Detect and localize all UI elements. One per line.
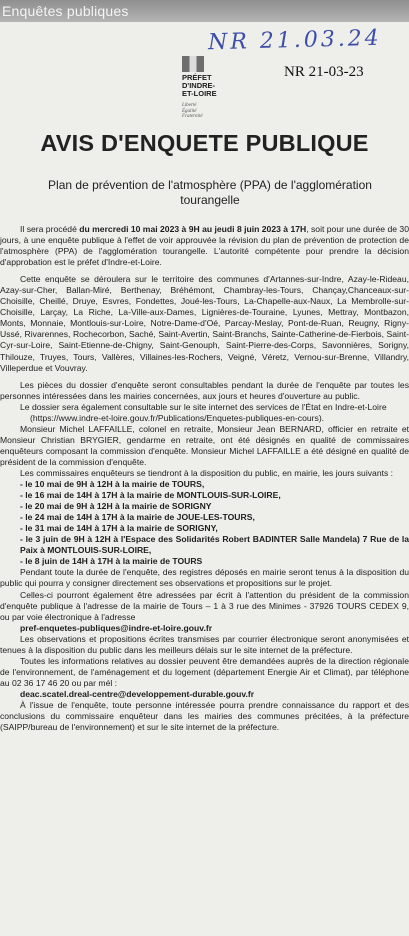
- handwritten-reference: NR 21.03.24: [207, 25, 383, 56]
- schedule-item: - le 3 juin de 9H à 12H à l'Espace des Solidarités Robert BADINTER Salle Mandela) 7 Rue de la Paix à MONTLOUIS-SUR-LOIRE,: [20, 534, 409, 556]
- paragraph-anonymisation: Les observations et propositions écrites transmises par courrier électronique seront anonymisées et tenues à la disposition du public dans les meilleurs délais sur le site internet de la préfecture.: [0, 633, 409, 655]
- paragraph-website: Le dossier sera également consultable sur le site internet des services de l'État en Indre-et-Loire: [20, 401, 387, 412]
- prefecture-logo: [178, 54, 248, 124]
- marianne-flag-icon: [182, 56, 204, 72]
- paragraph-written-submissions: Celles-ci pourront également être adressées par écrit à l'attention du président de la commission d'enquête publique à l'adresse de la mairie de Tours – 1 à 3 rue des Minimes - 37926 TOURS CEDEX 9, ou par voie électronique à l'adresse: [0, 589, 409, 622]
- inquiry-dates: du mercredi 10 mai 2023 à 9H au jeudi 8 juin 2023 à 17H: [79, 224, 307, 234]
- paragraph-permanences: Les commissaires enquêteurs se tiendront à la disposition du public, en mairie, les jours suivants :: [20, 467, 394, 478]
- notice-body: [0, 224, 409, 733]
- schedule-item: - le 8 juin de 14H à 17H à la mairie de TOURS: [20, 556, 203, 567]
- section-header-title: Enquêtes publiques: [2, 3, 129, 19]
- schedule-item: - le 10 mai de 9H à 12H à la mairie de TOURS,: [20, 479, 205, 490]
- notice-title: AVIS D'ENQUETE PUBLIQUE: [40, 130, 369, 156]
- paragraph-communes: Cette enquête se déroulera sur le territoire des communes d'Artannes-sur-Indre, Azay-le-Rideau, Azay-sur-Cher, Ballan-Miré, Berthenay, Bréhémont, Chambray-les-Tours, Chançay,Chanceaux-sur-Choisille, Cheillé, Druye, Esvres, Fondettes, Joué-les-Tours, La-Chapelle-aux-Naux, La Membrolle-sur-Choisille, Larçay, La Riche, La-Ville-aux-Dames, Lignières-de-Touraine, Lyunes, Mettray, Montbazon, Monts, Monnaie, Montlouis-sur-Loire, Notre-Dame-d'Oé, Parcay-Meslay, Pont-de-Ruan, Reugny, Rigny-Ussé, Rivarennes, Rochecorbon, Saché, Saint-Avertin, Saint-Branchs, Sainte-Catherine-de-Fierbois, Saint-Cyr-sur-Loire, Saint-Etienne-de-Chigny, Saint-Genouph, Saint-Pierre-des-Corps, Savonnières, Sorigny, Thilouze, Truyes, Tours, Vallères, Villaines-les-Rochers, Veigné, Véretz, Vernou-sur-Brenne, Villandry, Villeperdue et Vouvray.: [0, 274, 409, 373]
- schedule-item: - le 31 mai de 14H à 17H à la mairie de SORIGNY,: [20, 523, 218, 534]
- paragraph-commissioners: Monsieur Michel LAFFAILLE, colonel en retraite, Monsieur Jean BERNARD, officier en retraite et Monsieur Christian BRYGIER, gendarme en retraite, ont été désignés en qualité de commissaires enquêteurs composant la commission d'enquête. Monsieur Michel LAFFAILLE a été désigné en qualité de président de la commission d'enquête.: [0, 423, 409, 467]
- republic-motto: Liberté Égalité Fraternité: [182, 103, 203, 119]
- information-email: deac.scatel.dreal-centre@developpement-durable.gouv.fr: [20, 688, 255, 699]
- paragraph-consultation: Les pièces du dossier d'enquête seront consultables pendant la durée de l'enquête par toutes les personnes intéressées dans les mairies concernées, aux jours et heures d'ouverture au public.: [0, 379, 409, 401]
- typed-reference: NR 21-03-23: [284, 64, 364, 80]
- submission-email: pref-enquetes-publiques@indre-et-loire.gouv.fr: [20, 622, 213, 633]
- schedule-item: - le 16 mai de 14H à 17H à la mairie de MONTLOUIS-SUR-LOIRE,: [20, 490, 281, 501]
- website-url: (https://www.indre-et-loire.gouv.fr/Publications/Enquetes-publiques-en-cours).: [30, 412, 325, 423]
- prefecture-name: PRÉFET D'INDRE- ET-LOIRE: [182, 73, 217, 98]
- paragraph-information: Toutes les informations relatives au dossier peuvent être demandées auprès de la direction régionale de l'environnement, de l'aménagement et du logement (département Energie Air et Climat), par téléphone au 02 36 17 46 20 ou par mél :: [0, 655, 409, 688]
- notice-subtitle: Plan de prévention de l'atmosphère (PPA) de l'agglomération tourangelle: [48, 178, 372, 207]
- section-header-bar: [0, 0, 409, 22]
- paragraph-report: À l'issue de l'enquête, toute personne intéressée pourra prendre connaissance du rapport et des conclusions du commissaire enquêteur dans les mairies des communes précitées, à la préfecture (SAIPP/bureau de l'environnement) et sur le site internet de la préfecture.: [0, 699, 409, 733]
- paragraph-registers: Pendant toute la durée de l'enquête, des registres déposés en mairie seront tenus à la disposition du public qui pourra y consigner directement ses observations et propositions sur le projet.: [0, 567, 409, 589]
- paragraph-dates: Il sera procédé du mercredi 10 mai 2023 à 9H au jeudi 8 juin 2023 à 17H, soit pour une durée de 30 jours, à une enquête publique à l'effet de voir approuvée la révision du plan de prévention de protection de l'atmosphère (PPA) de l'agglomération tourangelle. L'autorité compétente pour prendre la décision d'approbation est le préfet d'Indre-et-Loire.: [0, 224, 409, 268]
- schedule-item: - le 20 mai de 9H à 12H à la mairie de SORIGNY: [20, 501, 212, 512]
- schedule-item: - le 24 mai de 14H à 17H à la mairie de JOUE-LES-TOURS,: [20, 512, 255, 523]
